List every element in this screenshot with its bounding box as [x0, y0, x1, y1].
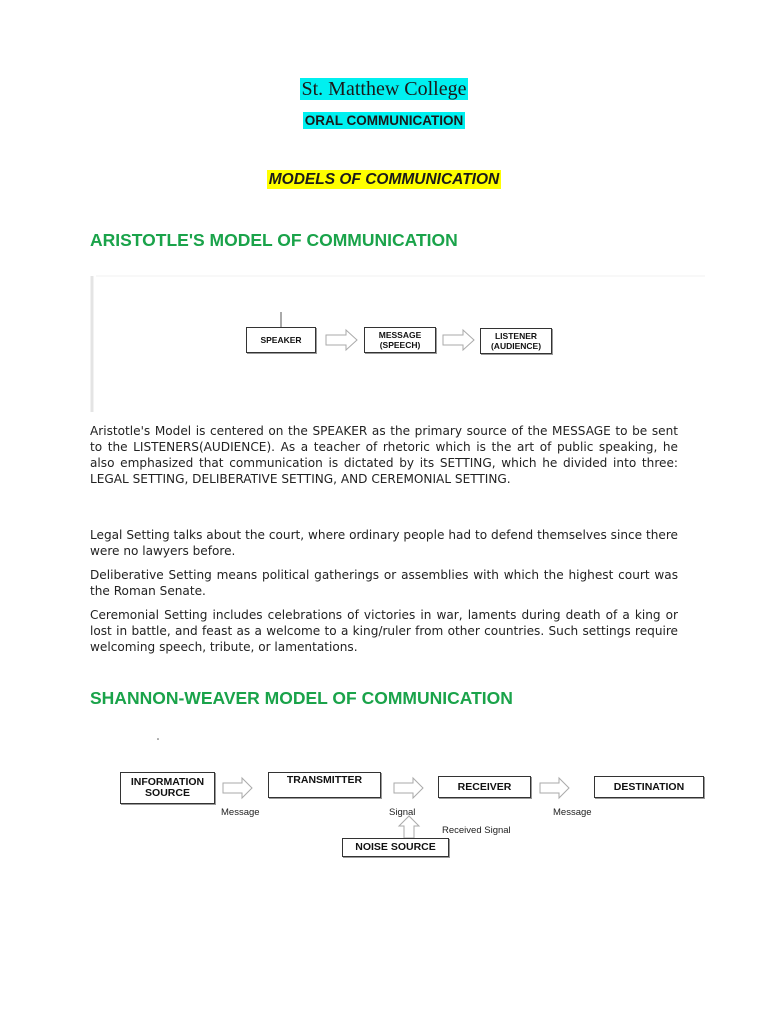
transmitter-box: TRANSMITTER	[268, 772, 381, 798]
legal-setting-paragraph: Legal Setting talks about the court, where ordinary people had to defend themselves since there were no lawyers before.	[90, 528, 678, 558]
label-signal: Signal	[389, 807, 416, 818]
listener-box: LISTENER (AUDIENCE)	[480, 328, 552, 354]
deliberative-setting-paragraph: Deliberative Setting means political gatherings or assemblies with which the highest court was the Roman Senate.	[90, 568, 678, 598]
message-box: MESSAGE (SPEECH)	[364, 327, 436, 353]
label-received-signal: Received Signal	[442, 825, 511, 836]
arrow-right-icon	[540, 778, 569, 798]
destination-box: DESTINATION	[594, 776, 704, 798]
topic-title: MODELS OF COMMUNICATION	[268, 171, 500, 188]
label-message-1: Message	[221, 807, 260, 818]
aristotle-heading: ARISTOTLE'S MODEL OF COMMUNICATION	[90, 230, 458, 250]
arrow-right-icon	[394, 778, 423, 798]
arrow-up-icon	[399, 816, 419, 838]
receiver-box: RECEIVER	[438, 776, 531, 798]
subject-title: ORAL COMMUNICATION	[304, 113, 464, 128]
label-message-2: Message	[553, 807, 592, 818]
speaker-box: SPEAKER	[246, 327, 316, 353]
noise-source-box: NOISE SOURCE	[342, 838, 449, 857]
information-source-box: INFORMATION SOURCE	[120, 772, 215, 804]
shannon-weaver-heading: SHANNON-WEAVER MODEL OF COMMUNICATION	[90, 688, 513, 708]
aristotle-paragraph-intro: Aristotle's Model is centered on the SPEAKER as the primary source of the MESSAGE to be sent to the LISTENERS(AUDIENCE). As a teacher of rhetoric which is the art of public speaking, he also emphasized that communication is dictated by its SETTING, which he divided into three: LEGAL SETTING, DELIBERATIVE SETTING, AND CEREMONIAL SETTING.	[90, 424, 678, 486]
college-name: St. Matthew College	[301, 78, 467, 100]
ceremonial-setting-paragraph: Ceremonial Setting includes celebrations of victories in war, laments during death of a king or lost in battle, and feast as a welcome to a king/ruler from other countries. Such settings require welcoming speech, tribute, or lamentations.	[90, 608, 678, 654]
arrow-right-icon	[223, 778, 252, 798]
